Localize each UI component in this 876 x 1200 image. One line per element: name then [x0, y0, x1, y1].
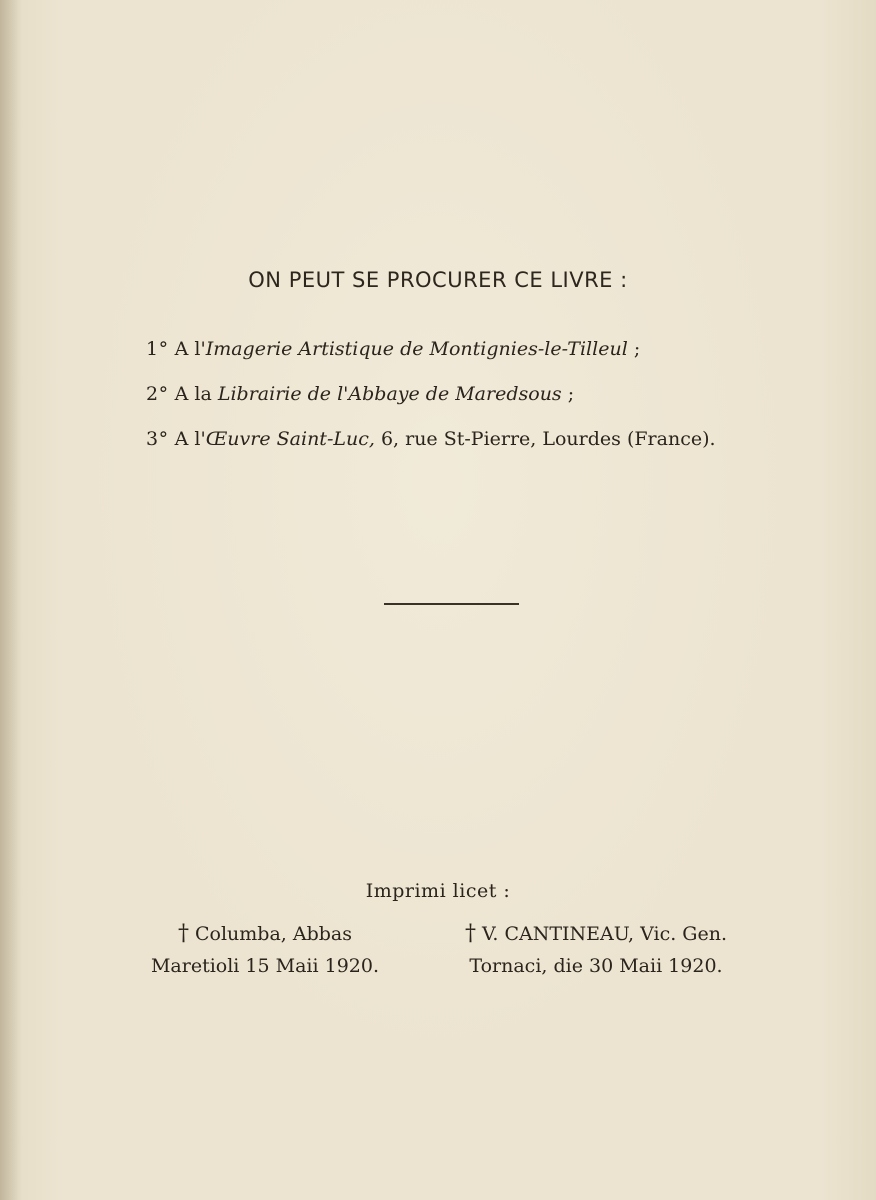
item-place: Imagerie Artistique de Montignies-le-Tilleul: [205, 338, 628, 360]
item-prefix: A l': [174, 338, 206, 360]
item-place: Librairie de l'Abbaye de Maredsous: [217, 383, 562, 405]
signatory-name: Columba, Abbas: [194, 923, 352, 945]
signature-right: [426, 918, 766, 982]
item-prefix: A la: [174, 383, 218, 405]
availability-list: [146, 338, 846, 473]
signature-name-line: [140, 918, 390, 950]
list-item: [146, 428, 846, 450]
signature-left: [140, 918, 390, 982]
cross-icon: †: [465, 921, 476, 946]
list-item: [146, 338, 846, 360]
page-edge-shadow: [0, 0, 22, 1200]
signature-place-date: Tornaci, die 30 Maii 1920.: [469, 955, 723, 977]
item-suffix: ;: [561, 383, 575, 405]
item-prefix: A l': [174, 428, 206, 450]
cross-icon: †: [177, 921, 189, 946]
list-item: [146, 383, 846, 405]
item-number: 2°: [146, 383, 169, 405]
signature-name-line: [426, 918, 766, 950]
signatory-name: V. CANTINEAU, Vic. Gen.: [482, 923, 727, 945]
item-place: Œuvre Saint-Luc,: [205, 428, 375, 450]
page-heading: ON PEUT SE PROCURER CE LIVRE :: [248, 268, 628, 292]
item-number: 1°: [146, 338, 169, 360]
item-suffix: ;: [627, 338, 641, 360]
item-suffix: 6, rue St-Pierre, Lourdes (France).: [374, 428, 716, 450]
horizontal-rule: [384, 603, 519, 605]
signature-place-date: Maretioli 15 Maii 1920.: [150, 955, 380, 977]
item-number: 3°: [146, 428, 169, 450]
imprimatur-label: Imprimi licet :: [365, 880, 511, 902]
